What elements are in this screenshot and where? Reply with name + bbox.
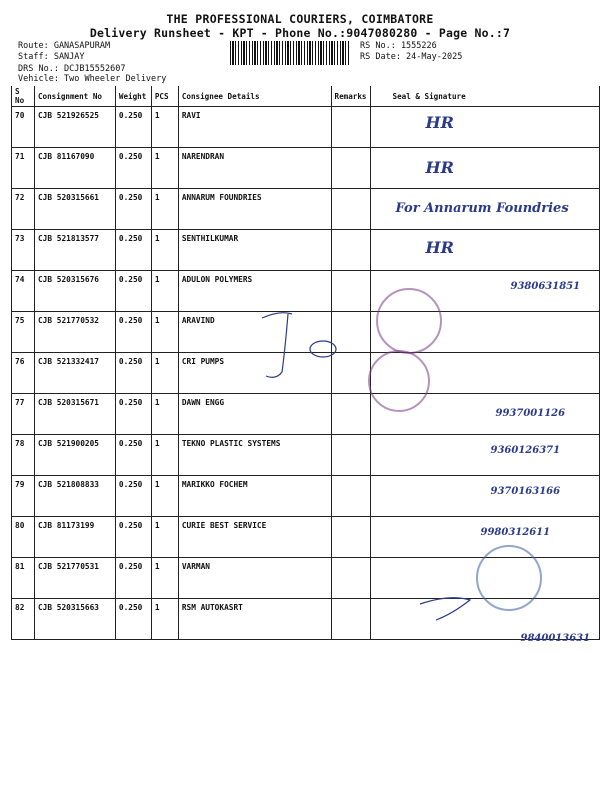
cell-consignment: CJB 81173199 [34, 517, 115, 558]
cell-consignment: CJB 520315676 [34, 271, 115, 312]
cell-pcs: 1 [151, 189, 178, 230]
rs-date: RS Date: 24-May-2025 [360, 52, 463, 62]
cell-sno: 81 [12, 558, 35, 599]
cell-sno: 80 [12, 517, 35, 558]
cell-pcs: 1 [151, 558, 178, 599]
route: Route: GANASAPURAM [18, 41, 111, 51]
handwritten-mobile: 9360126371 [490, 445, 561, 456]
handwritten-mobile: 9937001126 [495, 408, 566, 419]
cell-sno: 77 [12, 394, 35, 435]
cell-weight: 0.250 [115, 558, 151, 599]
cell-sno: 79 [12, 476, 35, 517]
cell-pcs: 1 [151, 230, 178, 271]
handwritten-signature: HR [425, 158, 454, 177]
cell-consignment: CJB 521770532 [34, 312, 115, 353]
company-title: THE PROFESSIONAL COURIERS, COIMBATORE [166, 12, 434, 26]
cell-sno: 74 [12, 271, 35, 312]
cell-consignee: ADULON POLYMERS [178, 271, 331, 312]
cell-consignee: MARIKKO FOCHEM [178, 476, 331, 517]
handwritten-signature: For Annarum Foundries [395, 201, 569, 216]
cell-consignee: SENTHILKUMAR [178, 230, 331, 271]
cell-pcs: 1 [151, 517, 178, 558]
cell-sno: 73 [12, 230, 35, 271]
col-consignment: Consignment No [34, 86, 115, 107]
cell-consignment: CJB 520315661 [34, 189, 115, 230]
cell-weight: 0.250 [115, 353, 151, 394]
cell-weight: 0.250 [115, 230, 151, 271]
col-seal-signature: Seal & Signature [370, 86, 599, 107]
cell-consignee: TEKNO PLASTIC SYSTEMS [178, 435, 331, 476]
vehicle: Vehicle: Two Wheeler Delivery [18, 74, 167, 84]
company-stamp [476, 545, 542, 611]
cell-consignment: CJB 520315663 [34, 599, 115, 640]
handwritten-mark [262, 313, 292, 378]
cell-weight: 0.250 [115, 476, 151, 517]
cell-consignee: CRI PUMPS [178, 353, 331, 394]
handwritten-signature: HR [425, 238, 454, 257]
cell-weight: 0.250 [115, 148, 151, 189]
col-weight: Weight [115, 86, 151, 107]
cell-consignment: CJB 81167090 [34, 148, 115, 189]
cell-weight: 0.250 [115, 394, 151, 435]
cell-sno: 78 [12, 435, 35, 476]
cell-weight: 0.250 [115, 435, 151, 476]
cell-weight: 0.250 [115, 107, 151, 148]
col-consignee: Consignee Details [178, 86, 331, 107]
cell-consignment: CJB 521813577 [34, 230, 115, 271]
handwritten-signature: HR [425, 113, 454, 132]
cell-pcs: 1 [151, 148, 178, 189]
handwritten-mobile: 9370163166 [490, 486, 561, 497]
cell-sno: 71 [12, 148, 35, 189]
cell-sno: 75 [12, 312, 35, 353]
cell-weight: 0.250 [115, 517, 151, 558]
cell-consignee: RSM AUTOKASRT [178, 599, 331, 640]
drs-number: DRS No.: DCJB15552607 [18, 64, 126, 74]
cell-weight: 0.250 [115, 599, 151, 640]
staff: Staff: SANJAY [18, 52, 85, 62]
cell-pcs: 1 [151, 476, 178, 517]
cell-consignee: ANNARUM FOUNDRIES [178, 189, 331, 230]
cell-pcs: 1 [151, 599, 178, 640]
cell-pcs: 1 [151, 394, 178, 435]
cell-pcs: 1 [151, 435, 178, 476]
cell-pcs: 1 [151, 107, 178, 148]
cell-consignment: CJB 520315671 [34, 394, 115, 435]
cell-pcs: 1 [151, 353, 178, 394]
col-sno: S No [12, 86, 35, 107]
cell-pcs: 1 [151, 271, 178, 312]
company-stamp [376, 288, 442, 354]
cell-consignment: CJB 521926525 [34, 107, 115, 148]
cell-weight: 0.250 [115, 312, 151, 353]
cell-consignee: CURIE BEST SERVICE [178, 517, 331, 558]
cell-consignee: VARMAN [178, 558, 331, 599]
runsheet-subtitle: Delivery Runsheet - KPT - Phone No.:9047080280 - Page No.:7 [89, 26, 511, 40]
handwritten-mobile: 9840013631 [520, 633, 591, 644]
cell-consignee: RAVI [178, 107, 331, 148]
cell-consignment: CJB 521900205 [34, 435, 115, 476]
cell-pcs: 1 [151, 312, 178, 353]
handwritten-mobile: 9380631851 [510, 281, 581, 292]
cell-consignee: ARAVIND [178, 312, 331, 353]
signature-82 [420, 598, 470, 620]
handwritten-mobile: 9980312611 [480, 527, 551, 538]
cell-sno: 72 [12, 189, 35, 230]
cell-consignment: CJB 521770531 [34, 558, 115, 599]
cell-consignee: NARENDRAN [178, 148, 331, 189]
col-pcs: PCS [151, 86, 178, 107]
company-stamp [368, 350, 430, 412]
cell-sno: 76 [12, 353, 35, 394]
cell-sno: 70 [12, 107, 35, 148]
cell-sno: 82 [12, 599, 35, 640]
cell-weight: 0.250 [115, 271, 151, 312]
cell-consignee: DAWN ENGG [178, 394, 331, 435]
rs-number: RS No.: 1555226 [360, 41, 437, 51]
handwritten-circle [310, 341, 336, 357]
col-remarks: Remarks [331, 86, 370, 107]
cell-consignment: CJB 521332417 [34, 353, 115, 394]
cell-consignment: CJB 521808833 [34, 476, 115, 517]
cell-weight: 0.250 [115, 189, 151, 230]
